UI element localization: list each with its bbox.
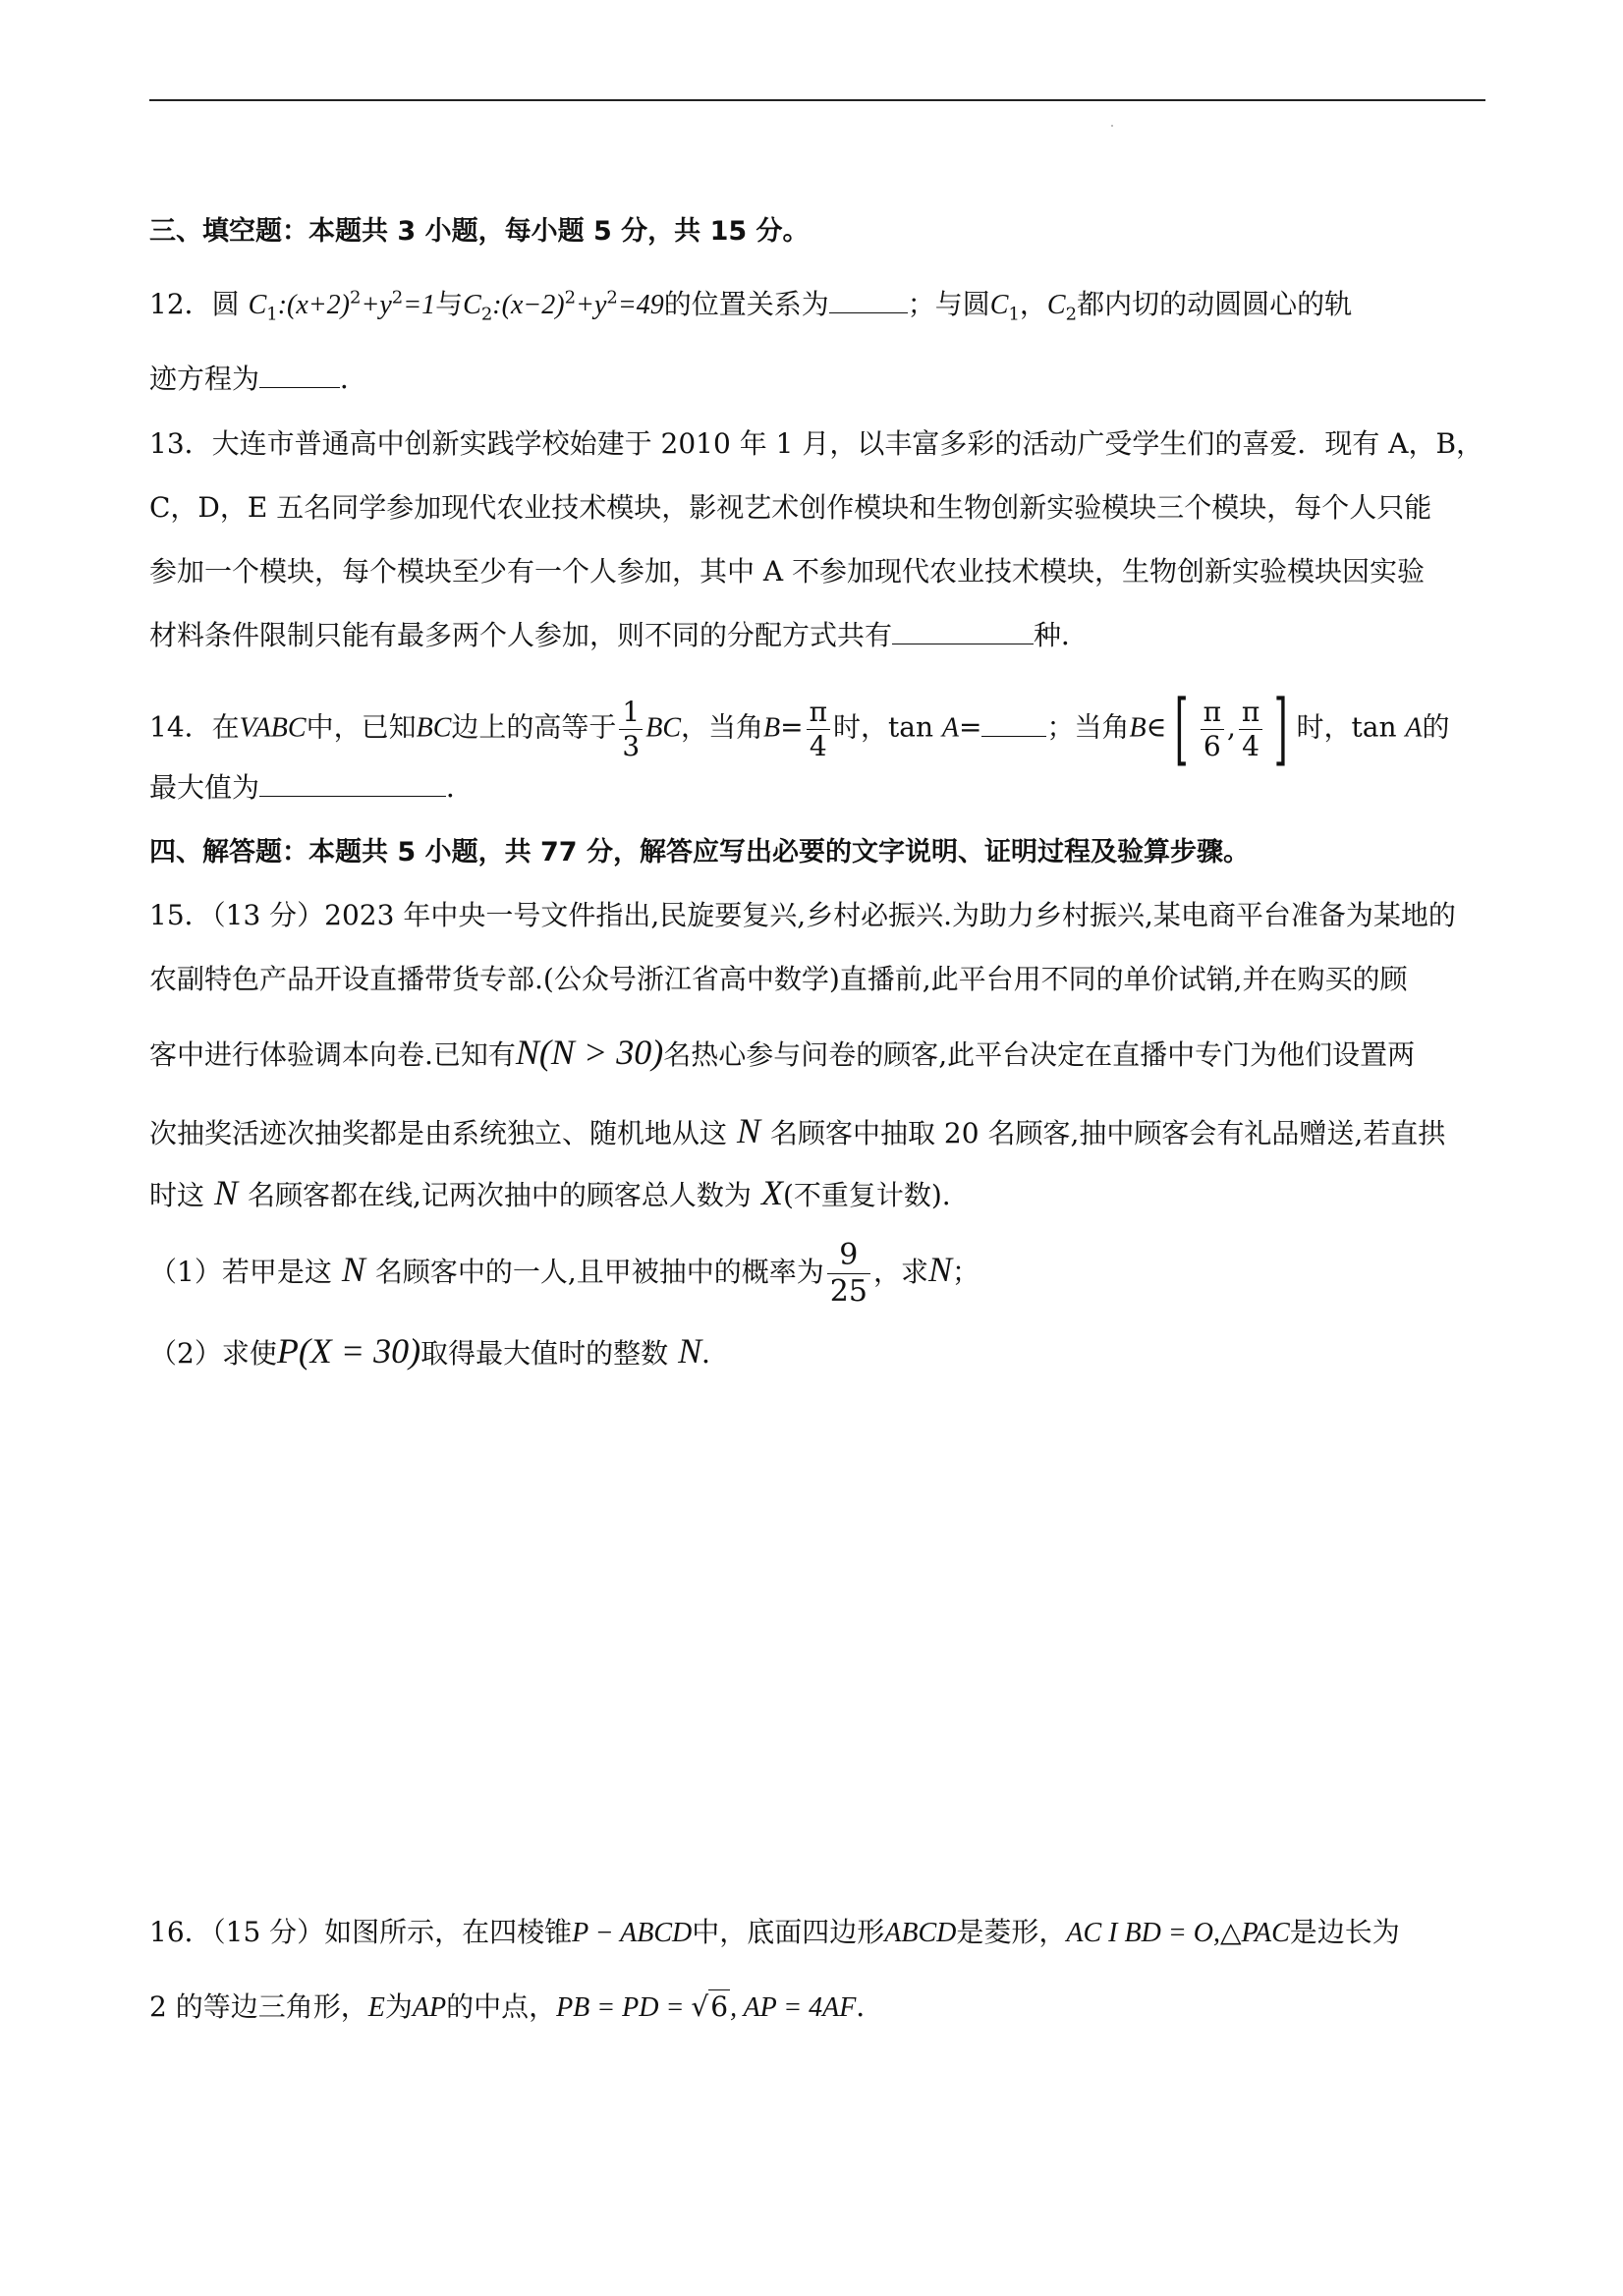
q14-in: ∈ bbox=[1146, 710, 1167, 744]
q15-fraction-9-25 bbox=[827, 1238, 870, 1309]
q13-text-4b: 种． bbox=[1034, 619, 1090, 651]
q14-text-4: ，当角 bbox=[681, 710, 764, 744]
q12-eq2a: :(x−2) bbox=[492, 290, 565, 320]
question-16-line-1 bbox=[149, 1913, 1490, 1953]
q14-four-2: 4 bbox=[1242, 729, 1259, 762]
q14-text-3: 边上的高等于 bbox=[451, 710, 617, 744]
q15-text-1: （13 分）2023 年中央一号文件指出,民旋要复兴,乡村必振兴.为助力乡村振兴,某电商平台准备为某地的 bbox=[211, 899, 1456, 931]
q16-text-1d: 是边长为 bbox=[1289, 1916, 1400, 1948]
question-15-part-2 bbox=[149, 1331, 1490, 1373]
q16-text-2a: 2 的等边三角形， bbox=[149, 1990, 368, 2023]
q14-tan-2: tan bbox=[1351, 710, 1397, 744]
q14-text-9: 最大值为 bbox=[149, 771, 260, 804]
q14-text-8: 的 bbox=[1422, 710, 1450, 744]
q12-text: 圆 bbox=[211, 288, 240, 320]
q16-number: 16． bbox=[149, 1916, 212, 1948]
header-rule bbox=[149, 99, 1485, 101]
q15-math-n: N bbox=[737, 1111, 761, 1150]
q14-angle-b-2: B bbox=[1129, 712, 1147, 744]
q14-fraction-pi-6 bbox=[1201, 695, 1224, 762]
q15-p1-text-b: 名顾客中的一人,且甲被抽中的概率为 bbox=[374, 1256, 824, 1288]
question-14-line-2 bbox=[149, 768, 1490, 808]
q13-number: 13． bbox=[149, 427, 212, 460]
q12-circle-text: ；与圆 bbox=[907, 288, 990, 320]
q15-p1-text-d: ； bbox=[951, 1256, 979, 1288]
q12-number: 12． bbox=[149, 288, 212, 320]
q12-sq2: 2 bbox=[391, 287, 404, 308]
q12-c2: C bbox=[463, 290, 481, 320]
q14-triangle: VABC bbox=[239, 712, 307, 744]
q12-locus-text: 迹方程为 bbox=[149, 363, 260, 395]
q12-c1b-sub: 1 bbox=[1008, 304, 1020, 325]
q12-sq4: 2 bbox=[606, 287, 618, 308]
q16-text-1c: 是菱形， bbox=[956, 1916, 1067, 1948]
q14-a-2: A bbox=[1405, 712, 1423, 744]
q16-math-pb-pd: PB = PD = bbox=[556, 1992, 692, 2023]
question-15-line-1 bbox=[149, 896, 1490, 935]
q12-blank-1[interactable] bbox=[829, 285, 908, 313]
q14-text-6: ；当角 bbox=[1046, 710, 1130, 744]
q14-angle-b: B bbox=[763, 712, 781, 744]
q14-text-in: 在 bbox=[211, 710, 240, 744]
q12-eq2b: +y bbox=[576, 290, 607, 320]
q14-bc: BC bbox=[416, 712, 452, 744]
q16-text-2b: 为 bbox=[384, 1990, 413, 2023]
q12-and: 与 bbox=[435, 288, 464, 320]
section-4-heading: 四、解答题：本题共 5 小题，共 77 分，解答应写出必要的文字说明、证明过程及验算步骤。 bbox=[149, 837, 1250, 868]
q14-pi-3: π bbox=[1239, 699, 1262, 730]
q14-bc-2: BC bbox=[645, 712, 681, 744]
q14-left-bracket: [ bbox=[1174, 683, 1189, 774]
q15-p1-math-n-2: N bbox=[927, 1250, 952, 1289]
q15-p2-text-b: 取得最大值时的整数 bbox=[420, 1337, 669, 1370]
question-13-line-3: 参加一个模块，每个模块至少有一个人参加，其中 A 不参加现代农业技术模块，生物创新实验模块因实验 bbox=[149, 555, 1426, 588]
q15-text-4a: 次抽奖活迹次抽奖都是由系统独立、随机地从这 bbox=[149, 1117, 728, 1149]
q12-sq3: 2 bbox=[564, 287, 577, 308]
q16-sqrt-6: 6 bbox=[710, 1990, 729, 2023]
q12-eq2c: =49 bbox=[617, 290, 664, 320]
q15-p2-math-n: N bbox=[678, 1331, 702, 1371]
section-3-heading: 三、填空题：本题共 3 小题，每小题 5 分，共 15 分。 bbox=[149, 216, 810, 247]
q16-text-1a: （15 分）如图所示，在四棱锥 bbox=[211, 1916, 573, 1948]
question-12-line-1 bbox=[149, 285, 1490, 325]
q15-text-4b: 名顾客中抽取 20 名顾客,抽中顾客会有礼品赠送,若直拱 bbox=[770, 1117, 1446, 1149]
q14-a: A bbox=[941, 712, 960, 744]
q14-eq-2: = bbox=[959, 710, 982, 744]
q12-eq1a: :(x+2) bbox=[277, 290, 350, 320]
q12-eq1c: =1 bbox=[403, 290, 436, 320]
q14-frac-den: 3 bbox=[622, 729, 641, 762]
q13-blank[interactable] bbox=[892, 616, 1034, 644]
q15-math-x: X bbox=[760, 1173, 783, 1212]
q15-p1-math-n: N bbox=[341, 1250, 365, 1289]
q15-p1-text-a: （1）若甲是这 bbox=[149, 1256, 332, 1288]
q14-pi-2: π bbox=[1201, 699, 1224, 730]
q16-text-2d: ． bbox=[856, 1990, 884, 2023]
q14-fraction-pi-4-b bbox=[1239, 695, 1262, 762]
q15-frac-num: 9 bbox=[827, 1241, 870, 1274]
question-15-line-5 bbox=[149, 1173, 1490, 1215]
q15-p2-text-c: ． bbox=[701, 1337, 730, 1370]
question-15-line-2: 农副特色产品开设直播带货专部.(公众号浙江省高中数学)直播前,此平台用不同的单价试销,并在购买的顾 bbox=[149, 963, 1408, 995]
q14-text-2: 中，已知 bbox=[306, 710, 417, 744]
q16-text-1b: 中，底面四边形 bbox=[692, 1916, 885, 1948]
q12-sq: 2 bbox=[350, 287, 362, 308]
q12-c1-sub: 1 bbox=[266, 304, 278, 325]
q12-c2-sub: 2 bbox=[480, 304, 493, 325]
q16-math-pyramid: P − ABCD bbox=[572, 1918, 693, 1948]
q15-p1-text-c: ，求 bbox=[872, 1256, 928, 1288]
q14-four: 4 bbox=[809, 729, 827, 762]
q12-tangent-text: 都内切的动圆圆心的轨 bbox=[1077, 288, 1353, 320]
q15-text-5a: 时这 bbox=[149, 1179, 205, 1211]
q14-fraction-pi-4 bbox=[807, 695, 830, 762]
q16-math-abcd: ABCD bbox=[884, 1918, 957, 1948]
q12-relation-text: 的位置关系为 bbox=[663, 288, 829, 320]
q14-right-bracket: ] bbox=[1273, 683, 1288, 774]
q16-math-e: E bbox=[367, 1992, 385, 2023]
q12-c2b: C bbox=[1046, 290, 1066, 320]
q12-period: ． bbox=[340, 363, 368, 395]
q14-tan: tan bbox=[888, 710, 933, 744]
q16-text-2c: 的中点， bbox=[446, 1990, 557, 2023]
question-16-line-2 bbox=[149, 1988, 1490, 2028]
q15-math-n-gt-30: N(N > 30) bbox=[515, 1033, 664, 1072]
question-15-line-4 bbox=[149, 1111, 1490, 1153]
q14-text-10: ． bbox=[446, 771, 475, 804]
question-12-line-2 bbox=[149, 360, 1490, 399]
question-15-line-3 bbox=[149, 1033, 1490, 1075]
q14-fraction-one-third bbox=[619, 695, 643, 762]
q14-frac-num: 1 bbox=[619, 699, 643, 730]
q14-eq: = bbox=[780, 710, 804, 744]
q16-math-ap: AP bbox=[412, 1992, 447, 2023]
q15-p2-text-a: （2）求使 bbox=[149, 1337, 277, 1370]
q14-blank-2[interactable] bbox=[259, 768, 446, 797]
q13-text-1: 大连市普通高中创新实践学校始建于 2010 年 1 月，以丰富多彩的活动广受学生们的喜爱．现有 A，B， bbox=[211, 427, 1484, 460]
q12-c2b-sub: 2 bbox=[1065, 304, 1078, 325]
question-13-line-4 bbox=[149, 616, 1490, 655]
question-15-part-1 bbox=[149, 1230, 1490, 1309]
question-13-line-1 bbox=[149, 424, 1490, 464]
q15-math-n-2: N bbox=[214, 1173, 239, 1212]
q15-number: 15． bbox=[149, 899, 212, 931]
q12-eq1b: +y bbox=[361, 290, 392, 320]
q13-text-4a: 材料条件限制只能有最多两个人参加，则不同的分配方式共有 bbox=[149, 619, 893, 651]
q14-number: 14． bbox=[149, 710, 212, 744]
q14-text-7: 时， bbox=[1296, 710, 1352, 744]
question-13-line-2: C，D，E 五名同学参加现代农业技术模块，影视艺术创作模块和生物创新实验模块三个模块，每个人只能 bbox=[149, 491, 1432, 524]
q14-text-5: 时， bbox=[833, 710, 889, 744]
q14-six: 6 bbox=[1203, 729, 1221, 762]
q15-p2-math-p: P(X = 30) bbox=[276, 1331, 421, 1371]
q12-c1: C bbox=[248, 290, 267, 320]
q15-frac-den: 25 bbox=[829, 1274, 867, 1309]
q16-math-ap-af: , AP = 4AF bbox=[730, 1992, 857, 2023]
q12-c1b: C bbox=[989, 290, 1009, 320]
q15-text-3b: 名热心参与问卷的顾客,此平台决定在直播中专门为他们设置两 bbox=[663, 1038, 1416, 1071]
question-14-line-1: 14．在VABC中，已知BC边上的高等于 $\frac{1}{3}$ BC，当角B= $\frac{\pi}{4}$ 时，tan A= ；当角B∈ [ $\frac{\pi}{6}$ , $\frac{\pi}{4}$ ] 时，tan A的 bbox=[149, 683, 1450, 774]
q14-pi: π bbox=[807, 699, 830, 730]
q15-text-5b: 名顾客都在线,记两次抽中的顾客总人数为 bbox=[248, 1179, 752, 1211]
q12-blank-2[interactable] bbox=[259, 360, 340, 388]
q14-blank-1[interactable] bbox=[981, 708, 1046, 737]
q15-text-5c: (不重复计数). bbox=[782, 1179, 951, 1211]
q12-comma: ， bbox=[1019, 288, 1047, 320]
q16-math-ac-bd: AC I BD = O,△PAC bbox=[1066, 1918, 1290, 1948]
scan-speck bbox=[1111, 125, 1113, 127]
q16-sqrt-sign: √ bbox=[691, 1990, 709, 2023]
q15-text-3a: 客中进行体验调本向卷.已知有 bbox=[149, 1038, 516, 1071]
